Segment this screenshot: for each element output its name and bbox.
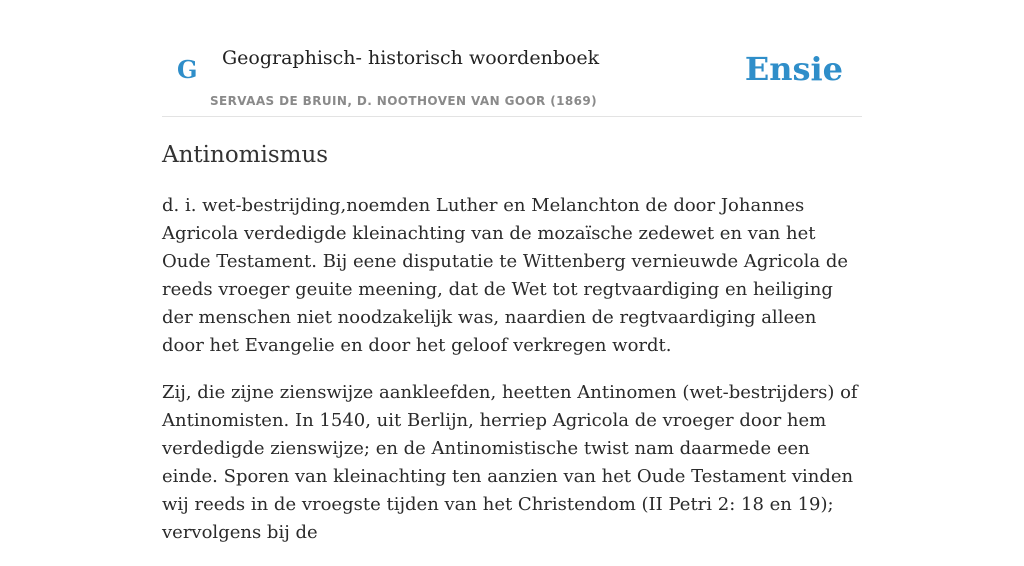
book-title-link[interactable]: Geographisch- historisch woordenboek: [222, 47, 600, 69]
book-logo-icon[interactable]: G: [177, 55, 198, 84]
entry-title: Antinomismus: [162, 142, 329, 168]
entry-paragraph: d. i. wet-bestrijding,noemden Luther en Melanchton de door Johannes Agricola verdedigde kleinachting van de mozaïsche zedewet en van het Oude Testament. Bij eene disputatie te Wittenberg vernieuwde Agricola de reeds vroeger geuite meening, dat de Wet tot regtvaardiging en heiliging der menschen niet noodzakelijk was, naardien de regtvaardiging alleen door het Evangelie en door het geloof verkregen wordt.: [162, 195, 849, 356]
entry-paragraph: Zij, die zijne zienswijze aankleefden, heetten Antinomen (wet-bestrijders) of Antinomisten. In 1540, uit Berlijn, herriep Agricola de vroeger door hem verdedigde zienswijze; en de Antinomistische twist nam daarmede een einde. Sporen van kleinachting ten aanzien van het Oude Testament vinden wij reeds in de vroegste tijden van het Christendom (II Petri 2: 18 en 19); vervolgens bij de: [162, 382, 858, 543]
entry-body: [162, 192, 862, 566]
ensie-logo-link[interactable]: Ensie: [744, 50, 843, 88]
book-authors: SERVAAS DE BRUIN, D. NOOTHOVEN VAN GOOR (1869): [210, 94, 598, 108]
header: [162, 0, 862, 117]
